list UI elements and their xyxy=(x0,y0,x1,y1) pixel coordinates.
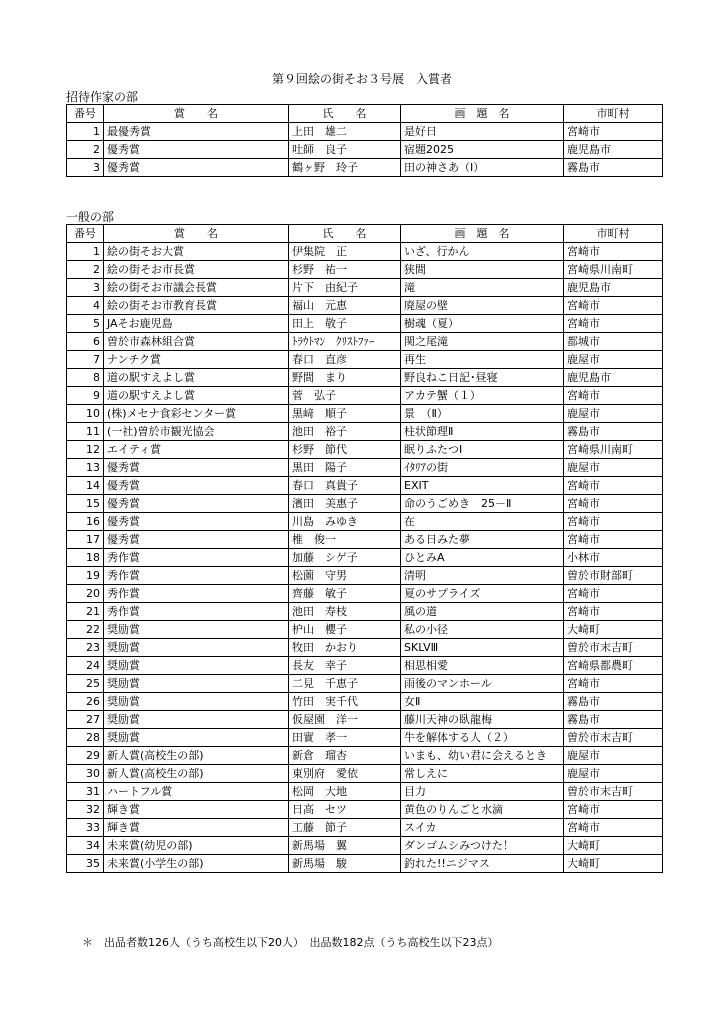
cell-artwork: 目力 xyxy=(401,783,564,801)
cell-city: 曽於市財部町 xyxy=(564,567,663,585)
cell-no: 6 xyxy=(67,333,104,351)
cell-artwork: 廃屋の壁 xyxy=(401,297,564,315)
cell-artwork: 宿題2025 xyxy=(401,141,564,159)
cell-no: 14 xyxy=(67,477,104,495)
cell-artwork: アカテ蟹（１） xyxy=(401,387,564,405)
cell-artwork: 再生 xyxy=(401,351,564,369)
cell-name: 黒﨑 順子 xyxy=(289,405,401,423)
cell-city: 霧島市 xyxy=(564,159,663,177)
table-row xyxy=(67,711,663,729)
table-header-row xyxy=(67,105,663,123)
cell-city: 鹿屋市 xyxy=(564,405,663,423)
cell-artwork: 柱状節理Ⅱ xyxy=(401,423,564,441)
cell-name: 杉野 祐一 xyxy=(289,261,401,279)
cell-no: 1 xyxy=(67,243,104,261)
header-city: 市町村 xyxy=(564,105,663,123)
cell-city: 宮崎県川南町 xyxy=(564,261,663,279)
cell-artwork: いまも、幼い君に会えるとき xyxy=(401,747,564,765)
table-row xyxy=(67,531,663,549)
cell-city: 鹿屋市 xyxy=(564,351,663,369)
cell-city: 都城市 xyxy=(564,333,663,351)
cell-award: 奨励賞 xyxy=(104,657,289,675)
cell-artwork: 女Ⅱ xyxy=(401,693,564,711)
cell-no: 13 xyxy=(67,459,104,477)
table-row xyxy=(67,477,663,495)
cell-name: 野間 まり xyxy=(289,369,401,387)
cell-award: 曽於市森林組合賞 xyxy=(104,333,289,351)
cell-city: 曽於市末吉町 xyxy=(564,783,663,801)
cell-name: 枦山 櫻子 xyxy=(289,621,401,639)
invited-section-label: 招待作家の部 xyxy=(66,90,139,104)
table-row xyxy=(67,423,663,441)
header-name: 氏 名 xyxy=(289,105,401,123)
cell-artwork: 私の小径 xyxy=(401,621,564,639)
table-row xyxy=(67,585,663,603)
cell-no: 32 xyxy=(67,801,104,819)
table-row xyxy=(67,819,663,837)
cell-city: 宮崎県川南町 xyxy=(564,441,663,459)
header-award: 賞 名 xyxy=(104,225,289,243)
table-row xyxy=(67,837,663,855)
cell-award: 奨励賞 xyxy=(104,693,289,711)
cell-name: 牧田 かおり xyxy=(289,639,401,657)
cell-name: 鶴ヶ野 玲子 xyxy=(289,159,401,177)
cell-no: 4 xyxy=(67,297,104,315)
table-row xyxy=(67,279,663,297)
cell-award: 優秀賞 xyxy=(104,477,289,495)
cell-award: 秀作賞 xyxy=(104,585,289,603)
cell-name: 池田 寿枝 xyxy=(289,603,401,621)
cell-artwork: スイカ xyxy=(401,819,564,837)
cell-artwork: 狭間 xyxy=(401,261,564,279)
header-no: 番号 xyxy=(67,225,104,243)
table-row xyxy=(67,297,663,315)
cell-name: 長友 幸子 xyxy=(289,657,401,675)
table-row xyxy=(67,765,663,783)
cell-name: 仮屋園 洋一 xyxy=(289,711,401,729)
cell-city: 宮崎市 xyxy=(564,243,663,261)
cell-no: 35 xyxy=(67,855,104,873)
cell-no: 21 xyxy=(67,603,104,621)
cell-name: 片下 由紀子 xyxy=(289,279,401,297)
table-row xyxy=(67,261,663,279)
cell-city: 鹿屋市 xyxy=(564,765,663,783)
cell-no: 22 xyxy=(67,621,104,639)
table-row xyxy=(67,123,663,141)
cell-award: JAそお鹿児島 xyxy=(104,315,289,333)
cell-no: 9 xyxy=(67,387,104,405)
header-artwork: 画 題 名 xyxy=(401,105,564,123)
cell-name: 新倉 瑠杏 xyxy=(289,747,401,765)
cell-city: 宮崎市 xyxy=(564,513,663,531)
cell-artwork: 牛を解体する人（２） xyxy=(401,729,564,747)
cell-no: 15 xyxy=(67,495,104,513)
cell-name: 春口 真貴子 xyxy=(289,477,401,495)
cell-artwork: ひとみA xyxy=(401,549,564,567)
cell-no: 11 xyxy=(67,423,104,441)
cell-artwork: 藤川天神の臥龍梅 xyxy=(401,711,564,729)
cell-name: 工藤 節子 xyxy=(289,819,401,837)
cell-award: 秀作賞 xyxy=(104,603,289,621)
invited-table xyxy=(66,104,663,177)
cell-artwork: 眠りふたつⅠ xyxy=(401,441,564,459)
cell-award: 奨励賞 xyxy=(104,621,289,639)
cell-artwork: SKLVⅢ xyxy=(401,639,564,657)
cell-name: 伊集院 正 xyxy=(289,243,401,261)
header-award: 賞 名 xyxy=(104,105,289,123)
cell-award: 奨励賞 xyxy=(104,729,289,747)
cell-award: 新人賞(高校生の部) xyxy=(104,765,289,783)
cell-award: (一社)曽於市観光協会 xyxy=(104,423,289,441)
cell-no: 26 xyxy=(67,693,104,711)
table-row xyxy=(67,549,663,567)
cell-artwork: ある日みた夢 xyxy=(401,531,564,549)
cell-city: 宮崎市 xyxy=(564,495,663,513)
cell-no: 23 xyxy=(67,639,104,657)
cell-artwork: 相思相愛 xyxy=(401,657,564,675)
cell-award: 道の駅すえよし賞 xyxy=(104,387,289,405)
cell-city: 曽於市末吉町 xyxy=(564,729,663,747)
cell-artwork: 野良ねこ日記･昼寝 xyxy=(401,369,564,387)
invited-table-body xyxy=(67,123,663,177)
table-row xyxy=(67,243,663,261)
table-row xyxy=(67,657,663,675)
cell-artwork: 清明 xyxy=(401,567,564,585)
cell-artwork: 関之尾滝 xyxy=(401,333,564,351)
cell-no: 27 xyxy=(67,711,104,729)
cell-name: 椎 俊一 xyxy=(289,531,401,549)
table-row xyxy=(67,333,663,351)
cell-name: 菅 弘子 xyxy=(289,387,401,405)
cell-city: 大崎町 xyxy=(564,855,663,873)
cell-artwork: 雨後のマンホール xyxy=(401,675,564,693)
table-row xyxy=(67,513,663,531)
cell-award: 秀作賞 xyxy=(104,549,289,567)
cell-city: 宮崎市 xyxy=(564,387,663,405)
cell-artwork: 是好日 xyxy=(401,123,564,141)
entry-count-footnote: ＊ 出品者数126人（うち高校生以下20人） 出品数182点（うち高校生以下23点） xyxy=(82,936,499,949)
cell-artwork: ダンゴムシみつけた！ xyxy=(401,837,564,855)
table-row xyxy=(67,675,663,693)
cell-city: 宮崎市 xyxy=(564,675,663,693)
cell-no: 3 xyxy=(67,159,104,177)
cell-award: ハートフル賞 xyxy=(104,783,289,801)
cell-artwork: 在 xyxy=(401,513,564,531)
cell-no: 29 xyxy=(67,747,104,765)
header-name: 氏 名 xyxy=(289,225,401,243)
cell-no: 31 xyxy=(67,783,104,801)
cell-artwork: 風の道 xyxy=(401,603,564,621)
cell-no: 25 xyxy=(67,675,104,693)
table-row xyxy=(67,855,663,873)
cell-city: 霧島市 xyxy=(564,711,663,729)
cell-award: エイティ賞 xyxy=(104,441,289,459)
table-row xyxy=(67,693,663,711)
table-row xyxy=(67,369,663,387)
cell-city: 鹿児島市 xyxy=(564,141,663,159)
cell-no: 2 xyxy=(67,141,104,159)
cell-award: 優秀賞 xyxy=(104,513,289,531)
cell-city: 宮崎市 xyxy=(564,297,663,315)
cell-city: 宮崎市 xyxy=(564,585,663,603)
cell-city: 霧島市 xyxy=(564,423,663,441)
general-section-label: 一般の部 xyxy=(66,210,115,224)
cell-city: 宮崎市 xyxy=(564,315,663,333)
header-city: 市町村 xyxy=(564,225,663,243)
cell-no: 8 xyxy=(67,369,104,387)
cell-no: 30 xyxy=(67,765,104,783)
cell-award: 最優秀賞 xyxy=(104,123,289,141)
cell-city: 宮崎市 xyxy=(564,801,663,819)
table-row xyxy=(67,459,663,477)
cell-no: 2 xyxy=(67,261,104,279)
cell-award: 奨励賞 xyxy=(104,711,289,729)
cell-artwork: 命のうごめき 25－Ⅱ xyxy=(401,495,564,513)
table-row xyxy=(67,783,663,801)
cell-artwork: 景 （Ⅱ） xyxy=(401,405,564,423)
general-table-body xyxy=(67,243,663,873)
table-row xyxy=(67,639,663,657)
cell-name: 松薗 守男 xyxy=(289,567,401,585)
cell-artwork: 黄色のりんごと水滴 xyxy=(401,801,564,819)
cell-city: 大崎町 xyxy=(564,621,663,639)
table-row xyxy=(67,159,663,177)
cell-award: 優秀賞 xyxy=(104,141,289,159)
cell-name: 日高 セツ xyxy=(289,801,401,819)
table-row xyxy=(67,567,663,585)
cell-no: 24 xyxy=(67,657,104,675)
cell-name: 新馬場 翼 xyxy=(289,837,401,855)
cell-name: 二見 千恵子 xyxy=(289,675,401,693)
table-row xyxy=(67,801,663,819)
cell-city: 鹿児島市 xyxy=(564,279,663,297)
table-row xyxy=(67,441,663,459)
cell-name: 松岡 大地 xyxy=(289,783,401,801)
cell-city: 鹿屋市 xyxy=(564,459,663,477)
cell-city: 小林市 xyxy=(564,549,663,567)
table-row xyxy=(67,351,663,369)
cell-no: 33 xyxy=(67,819,104,837)
cell-award: 新人賞(高校生の部) xyxy=(104,747,289,765)
cell-award: 優秀賞 xyxy=(104,531,289,549)
cell-award: 絵の街そお市議会長賞 xyxy=(104,279,289,297)
cell-award: 絵の街そお市長賞 xyxy=(104,261,289,279)
cell-name: 黒田 陽子 xyxy=(289,459,401,477)
cell-artwork: 常しえに xyxy=(401,765,564,783)
document-title: 第９回絵の街そお３号展 入賞者 xyxy=(271,72,452,86)
cell-no: 1 xyxy=(67,123,104,141)
cell-award: 優秀賞 xyxy=(104,459,289,477)
cell-artwork: ｲﾀﾘｱの街 xyxy=(401,459,564,477)
cell-award: ナンチク賞 xyxy=(104,351,289,369)
cell-name: 吐師 良子 xyxy=(289,141,401,159)
cell-name: 竹田 実千代 xyxy=(289,693,401,711)
table-header-row xyxy=(67,225,663,243)
cell-no: 20 xyxy=(67,585,104,603)
table-row xyxy=(67,729,663,747)
cell-artwork: 田の神さあ（Ⅰ） xyxy=(401,159,564,177)
cell-artwork: いざ、行かん xyxy=(401,243,564,261)
cell-no: 17 xyxy=(67,531,104,549)
cell-award: 輝き賞 xyxy=(104,801,289,819)
cell-name: 春口 直彦 xyxy=(289,351,401,369)
cell-city: 霧島市 xyxy=(564,693,663,711)
cell-city: 宮崎県都農町 xyxy=(564,657,663,675)
table-row xyxy=(67,141,663,159)
table-row xyxy=(67,621,663,639)
cell-no: 19 xyxy=(67,567,104,585)
cell-award: (株)メセナ食彩センター賞 xyxy=(104,405,289,423)
cell-name: 上田 雄二 xyxy=(289,123,401,141)
cell-no: 7 xyxy=(67,351,104,369)
cell-name: ﾄﾗｳﾄﾏﾝ ｸﾘｽﾄﾌｧｰ xyxy=(289,333,401,351)
cell-city: 宮崎市 xyxy=(564,603,663,621)
cell-award: 奨励賞 xyxy=(104,675,289,693)
cell-name: 齊藤 敏子 xyxy=(289,585,401,603)
cell-name: 福山 元恵 xyxy=(289,297,401,315)
header-artwork: 画 題 名 xyxy=(401,225,564,243)
cell-no: 16 xyxy=(67,513,104,531)
cell-no: 34 xyxy=(67,837,104,855)
cell-artwork: EXIT xyxy=(401,477,564,495)
cell-award: 秀作賞 xyxy=(104,567,289,585)
table-row xyxy=(67,387,663,405)
cell-artwork: 滝 xyxy=(401,279,564,297)
cell-name: 加藤 シゲ子 xyxy=(289,549,401,567)
cell-award: 絵の街そお市教育長賞 xyxy=(104,297,289,315)
cell-award: 優秀賞 xyxy=(104,495,289,513)
cell-name: 田上 敬子 xyxy=(289,315,401,333)
cell-name: 東別府 愛依 xyxy=(289,765,401,783)
cell-award: 絵の街そお大賞 xyxy=(104,243,289,261)
cell-name: 新馬場 駿 xyxy=(289,855,401,873)
cell-award: 輝き賞 xyxy=(104,819,289,837)
cell-name: 川島 みゆき xyxy=(289,513,401,531)
cell-award: 奨励賞 xyxy=(104,639,289,657)
table-row xyxy=(67,603,663,621)
cell-artwork: 釣れた!!ニジマス xyxy=(401,855,564,873)
cell-artwork: 樹魂（夏） xyxy=(401,315,564,333)
cell-award: 未来賞(幼児の部) xyxy=(104,837,289,855)
cell-name: 杉野 節代 xyxy=(289,441,401,459)
cell-no: 10 xyxy=(67,405,104,423)
cell-no: 12 xyxy=(67,441,104,459)
cell-city: 宮崎市 xyxy=(564,123,663,141)
cell-city: 曽於市末吉町 xyxy=(564,639,663,657)
cell-city: 宮崎市 xyxy=(564,531,663,549)
cell-city: 鹿児島市 xyxy=(564,369,663,387)
cell-name: 田實 孝一 xyxy=(289,729,401,747)
cell-no: 5 xyxy=(67,315,104,333)
table-row xyxy=(67,495,663,513)
cell-name: 濱田 美惠子 xyxy=(289,495,401,513)
cell-no: 3 xyxy=(67,279,104,297)
cell-artwork: 夏のサプライズ xyxy=(401,585,564,603)
cell-city: 宮崎市 xyxy=(564,819,663,837)
cell-award: 道の駅すえよし賞 xyxy=(104,369,289,387)
cell-award: 優秀賞 xyxy=(104,159,289,177)
cell-city: 鹿屋市 xyxy=(564,747,663,765)
header-no: 番号 xyxy=(67,105,104,123)
table-row xyxy=(67,747,663,765)
table-row xyxy=(67,405,663,423)
general-table xyxy=(66,224,663,873)
cell-city: 宮崎市 xyxy=(564,477,663,495)
cell-award: 未来賞(小学生の部) xyxy=(104,855,289,873)
cell-no: 28 xyxy=(67,729,104,747)
cell-city: 大崎町 xyxy=(564,837,663,855)
table-row xyxy=(67,315,663,333)
cell-name: 池田 裕子 xyxy=(289,423,401,441)
cell-no: 18 xyxy=(67,549,104,567)
